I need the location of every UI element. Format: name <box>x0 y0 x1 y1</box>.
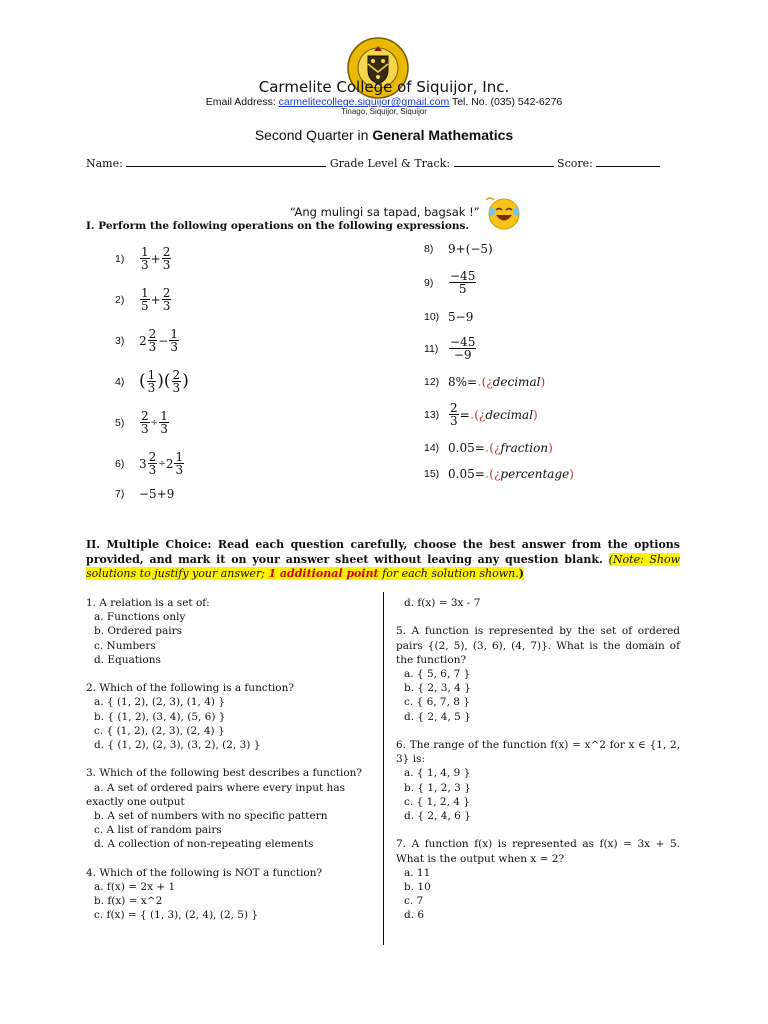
part2-instruction-text: II. Multiple Choice: Read each question carefully, choose the best answer from the options provided, and mark it on your answer sheet without leaving any question blank. <box>86 538 680 566</box>
option: b. { 2, 3, 4 } <box>404 682 471 695</box>
laughing-emoji-icon <box>482 192 522 232</box>
expression: ( $\frac{1}{3}$ )( $\frac{2}{3}$ ) <box>139 368 189 395</box>
option: d. f(x) = 3x - 7 <box>404 597 481 609</box>
expression-8 <box>424 242 493 256</box>
option: d. { 2, 4, 5 } <box>404 710 471 723</box>
option: d. 6 <box>404 909 425 922</box>
expression-1 <box>115 246 172 271</box>
option: c. { (1, 2), (2, 3), (2, 4) } <box>94 724 225 737</box>
option: d. A collection of non-repeating elements <box>94 838 314 851</box>
expression-3 <box>115 328 180 353</box>
expression: 3 $\frac{2}{3}$ ÷ 2 $\frac{1}{3}$ <box>139 450 184 477</box>
expression-12 <box>424 375 545 389</box>
column-divider <box>383 592 384 945</box>
expr-12-text: 8%= <box>448 375 478 389</box>
student-info-row <box>86 157 660 170</box>
expression-4 <box>115 369 189 394</box>
expression: 5−9 <box>448 310 474 324</box>
exam-title <box>0 127 768 143</box>
question-5: 5. A function is represented by the set of ordered pairs {(2, 5), (3, 6), (4, 7)}. What is the domain of the function? <box>396 625 680 666</box>
option: b. { (1, 2), (3, 4), (5, 6) } <box>94 710 226 723</box>
email-label: Email Address: <box>205 96 276 108</box>
item-number: 14) <box>424 442 440 454</box>
expression: $\frac{2}{3}$ = ¸ (¿ decimal ) <box>450 401 538 428</box>
option: a. { 1, 4, 9 } <box>404 767 471 780</box>
expression: $\frac{1}{5}$ + $\frac{2}{3}$ <box>141 286 171 313</box>
expression-14 <box>424 441 553 455</box>
option: c. A list of random pairs <box>94 824 222 837</box>
item-number: 13) <box>424 408 440 421</box>
question-4: 4. Which of the following is NOT a function? <box>86 866 323 879</box>
expression: 0.05= ¸ (¿ fraction ) <box>448 441 553 455</box>
score-label: Score: <box>557 157 593 170</box>
item-number: 5) <box>115 416 125 429</box>
expression-11 <box>424 336 477 361</box>
expr-15-text: 0.05= <box>448 467 485 481</box>
option: c. f(x) = { (1, 3), (2, 4), (2, 5) } <box>94 909 259 922</box>
option: c. 7 <box>404 895 424 908</box>
expression: $\frac{-45}{-9}$ <box>450 335 476 362</box>
item-number: 8) <box>424 243 434 255</box>
expression: 0.05= ¸ (¿ percentage ) <box>448 467 574 481</box>
expression-2 <box>115 287 172 312</box>
option: a. A set of ordered pairs where every input has exactly one output <box>86 781 345 808</box>
grade-field[interactable] <box>454 157 554 167</box>
option: a. { (1, 2), (2, 3), (1, 4) } <box>94 696 226 709</box>
decimal-word: decimal <box>492 375 541 389</box>
questions-right-column <box>396 596 680 923</box>
score-field[interactable] <box>596 157 660 167</box>
item-number: 3) <box>115 334 125 347</box>
school-address: Tinago, Siquijor, Siquijor <box>341 107 427 116</box>
item-number: 12) <box>424 376 440 388</box>
option: d. { 2, 4, 6 } <box>404 810 471 823</box>
note-part-a: (Note: Show solutions to justify your answer; <box>86 552 680 580</box>
grade-label: Grade Level & Track: <box>329 157 451 170</box>
question-6: 6. The range of the function f(x) = x^2 for x ∈ {1, 2, 3} is: <box>396 739 680 766</box>
motto-text: “Ang mulingi sa tapad, bagsak !” <box>290 205 480 219</box>
note-part-c: for each solution shown. <box>382 567 519 580</box>
option: d. Equations <box>94 653 161 666</box>
option: c. { 1, 2, 4 } <box>404 795 470 808</box>
email-link[interactable]: carmelitecollege.siquijor@gmail.com <box>278 96 450 108</box>
option: b. f(x) = x^2 <box>94 895 163 908</box>
item-number: 10) <box>424 311 440 323</box>
item-number: 4) <box>115 375 125 388</box>
item-number: 11) <box>424 342 439 355</box>
questions-left-column <box>86 596 369 923</box>
decimal-word: decimal <box>485 407 534 422</box>
expression-15 <box>424 467 574 481</box>
expression: 9+(−5) <box>448 242 493 256</box>
option: c. Numbers <box>94 639 156 652</box>
item-number: 15) <box>424 468 440 480</box>
name-label: Name: <box>86 157 123 170</box>
option: c. { 6, 7, 8 } <box>404 696 470 709</box>
quarter-label: Second Quarter in <box>254 127 369 143</box>
option: d. { (1, 2), (2, 3), (3, 2), (2, 3) } <box>94 739 261 752</box>
expression-5 <box>115 410 170 435</box>
option: b. A set of numbers with no specific pattern <box>94 810 328 823</box>
part1-title: I. Perform the following operations on the following expressions. <box>86 220 470 232</box>
item-number: 6) <box>115 457 125 470</box>
option: b. 10 <box>404 881 431 894</box>
question-2: 2. Which of the following is a function? <box>86 682 295 695</box>
option: a. f(x) = 2x + 1 <box>94 881 176 894</box>
option: b. { 1, 2, 3 } <box>404 781 471 794</box>
expression: $\frac{1}{3}$ + $\frac{2}{3}$ <box>141 245 171 272</box>
expression-9 <box>424 270 477 295</box>
option: a. 11 <box>404 866 431 879</box>
question-7: 7. A function f(x) is represented as f(x) = 3x + 5. What is the output when x = 2? <box>396 838 680 865</box>
telephone: Tel. No. (035) 542-6276 <box>451 96 563 108</box>
expr-14-text: 0.05= <box>448 441 485 455</box>
expression-10 <box>424 310 473 324</box>
option: a. { 5, 6, 7 } <box>404 668 471 680</box>
expression-6 <box>115 451 185 476</box>
item-number: 9) <box>424 276 434 289</box>
question-3: 3. Which of the following best describes a function? <box>86 767 363 780</box>
percentage-word: percentage <box>500 467 570 481</box>
school-name: Carmelite College of Siquijor, Inc. <box>258 78 510 96</box>
note-close: ) <box>518 567 524 580</box>
option: b. Ordered pairs <box>94 625 182 638</box>
expression: $\frac{-45}{5}$ <box>450 269 476 296</box>
expression: $\frac{2}{3}$ ÷ $\frac{1}{3}$ <box>141 409 168 436</box>
expression-7 <box>115 487 174 501</box>
item-number: 1) <box>115 252 125 265</box>
expression: 2 $\frac{2}{3}$ − $\frac{1}{3}$ <box>139 327 178 354</box>
part2-instructions <box>86 538 680 582</box>
question-1: 1. A relation is a set of: <box>86 597 210 609</box>
note-additional-point: 1 additional point <box>268 567 379 580</box>
option: a. Functions only <box>94 611 186 624</box>
expression-13 <box>424 402 538 427</box>
subject-label: General Mathematics <box>372 127 514 143</box>
fraction-word: fraction <box>500 441 549 455</box>
expression: 8%= ¸ (¿ decimal ) <box>448 375 546 389</box>
item-number: 7) <box>115 488 125 500</box>
item-number: 2) <box>115 293 125 306</box>
name-field[interactable] <box>126 157 326 167</box>
expression: −5+9 <box>139 487 175 501</box>
